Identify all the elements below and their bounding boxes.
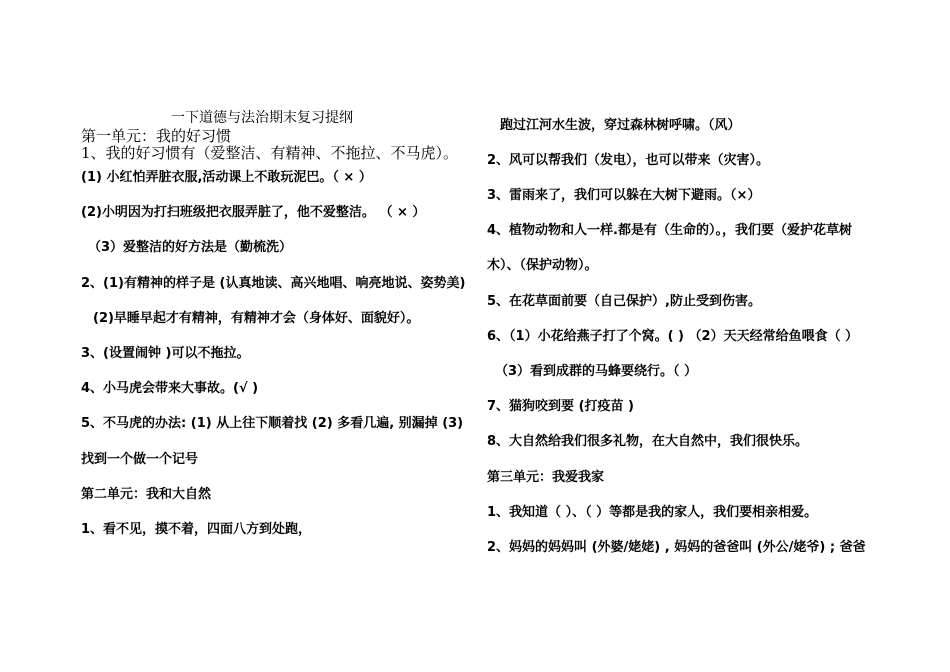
left-line-8: 4、小马虎会带来大事故。(√ ) bbox=[81, 381, 259, 396]
left-line-3: (2)小明因为打扫班级把衣服弄脏了，他不爱整洁。 （ × ） bbox=[81, 205, 426, 220]
right-line-1: 2、风可以帮我们（发电），也可以带来（灾害）。 bbox=[487, 153, 770, 168]
right-line-7: （3）看到成群的马蜂要绕行。（ ） bbox=[495, 364, 698, 379]
left-line-6: (2)早睡早起才有精神，有精神才会（身体好、面貌好）。 bbox=[93, 311, 420, 326]
unit-1-heading: 第一单元：我的好习惯 bbox=[81, 127, 232, 145]
right-line-8: 7、猫狗咬到要 (打疫苗 ) bbox=[487, 399, 634, 414]
unit-3-heading: 第三单元：我爱我家 bbox=[487, 470, 605, 485]
left-line-12: 1、看不见，摸不着，四面八方到处跑， bbox=[81, 522, 312, 537]
right-line-2: 3、雷雨来了，我们可以躲在大树下避雨。（×） bbox=[487, 188, 761, 203]
left-line-1: 1、我的好习惯有（爱整洁、有精神、不拖拉、不马虎）。 bbox=[81, 144, 459, 162]
left-line-10: 找到一个做一个记号 bbox=[81, 452, 199, 467]
left-line-5: 2、(1)有精神的样子是 (认真地读、高兴地唱、响亮地说、姿势美) bbox=[81, 276, 466, 291]
unit-2-heading: 第二单元：我和大自然 bbox=[81, 487, 212, 502]
right-line-12: 2、妈妈的妈妈叫 (外婆/姥姥) , 妈妈的爸爸叫 (外公/姥爷) ; 爸爸 bbox=[487, 540, 866, 555]
document-title: 一下道德与法治期末复习提纲 bbox=[171, 110, 353, 126]
left-line-9: 5、不马虎的办法: (1) 从上往下顺着找 (2) 多看几遍, 别漏掉 (3) bbox=[81, 416, 464, 431]
right-line-3: 4、植物动物和人一样.都是有（生命的）。，我们要（爱护花草树 bbox=[487, 223, 852, 238]
right-line-5: 5、在花草面前要（自己保护）,防止受到伤害。 bbox=[487, 294, 761, 309]
left-line-2: (1) 小红怕弄脏衣服,活动课上不敢玩泥巴。（ × ） bbox=[81, 170, 372, 185]
right-line-0: 跑过江河水生波，穿过森林树呼啸。（风） bbox=[500, 118, 741, 133]
left-line-7: 3、(设置闹钟 )可以不拖拉。 bbox=[81, 346, 250, 361]
right-line-6: 6、（1）小花给燕子打了个窝。( ) （2）天天经常给鱼喂食（ ） bbox=[487, 329, 859, 344]
right-line-9: 8、大自然给我们很多礼物，在大自然中，我们很快乐。 bbox=[487, 434, 809, 449]
right-line-4: 木）、（保护动物）。 bbox=[487, 258, 598, 273]
left-line-4: （3）爱整洁的好方法是（勤梳洗） bbox=[88, 240, 293, 255]
right-line-11: 1、我知道（ ）、（ ）等都是我的家人，我们要相亲相爱。 bbox=[487, 505, 818, 520]
